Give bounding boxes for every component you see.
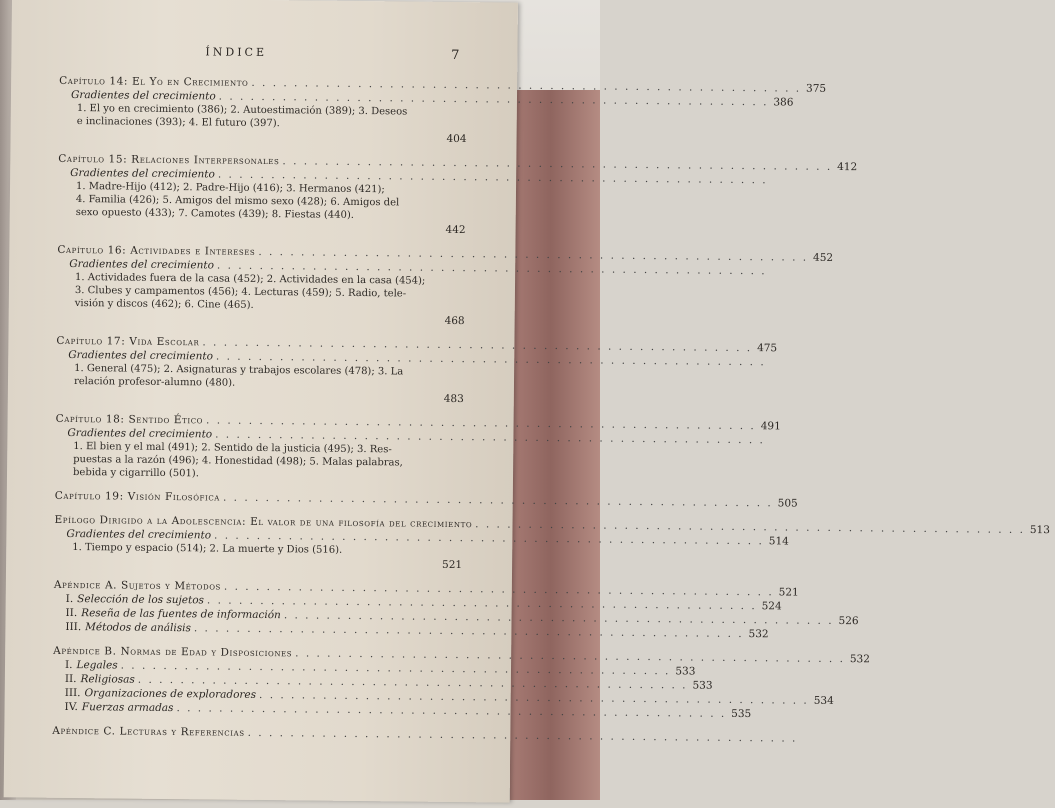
toc-entry-page: 532	[848, 652, 870, 666]
toc-detail	[55, 440, 463, 483]
toc-roman-numeral: I.	[65, 658, 73, 672]
toc-entry-text: Apéndice A. Sujetos y Métodos	[54, 578, 221, 594]
toc-leader-dots: . . . . . . . . . . . . . . . . . . . . . . . . . . . . . . . . . . . . . . . . . . . . . . . . . . . .	[220, 491, 776, 511]
toc-detail-line: relación profesor-alumno (480).	[84, 375, 464, 392]
toc-entry-page: 535	[729, 707, 751, 721]
toc-entry-text: Organizaciones de exploradores	[84, 686, 256, 702]
toc-roman-numeral: II.	[65, 606, 77, 620]
toc-detail-line: 1. Actividades fuera de la casa (452); 2. Actividades en la casa (454);	[85, 271, 465, 288]
toc-entry-text: Reseña de las fuentes de información	[81, 606, 281, 622]
toc-chapter	[55, 489, 463, 507]
toc-entry-text: Gradientes del crecimiento	[66, 527, 211, 543]
toc-entry-text: Gradientes del crecimiento	[69, 257, 214, 273]
toc-entry-page: 475	[755, 341, 777, 355]
toc-entry-text: Capítulo 18: Sentido Ético	[56, 412, 204, 428]
toc-detail-line: 1. Tiempo y espacio (514); 2. La muerte y Dios (516).	[82, 541, 462, 558]
toc-leader-dots: . . . . . . . . . . . . . . . . . . . . . . . . . . . . . . . . . . . . . . . . . . . . . . . . . . . .	[213, 349, 769, 369]
toc-leader-dots: . . . . . . . . . . . . . . . . . . . . . . . . . . . . . . . . . . . . . . . . . . . . . . . . . . . .	[216, 89, 772, 109]
toc-leader-dots: . . . . . . . . . . . . . . . . . . . . . . . . . . . . . . . . . . . . . . . . . . . . . . . . . . . .	[281, 608, 837, 628]
toc-roman-numeral: III.	[65, 686, 81, 700]
toc-leader-dots: . . . . . . . . . . . . . . . . . . . . . . . . . . . . . . . . . . . . . . . . . . . . . . . . . . . .	[118, 658, 674, 678]
toc-chapter	[52, 724, 460, 742]
toc-detail-line: 1. El bien y el mal (491); 2. Sentido de la justicia (495); 3. Res-	[83, 440, 463, 457]
toc-detail	[57, 271, 465, 314]
toc-detail-line: sexo opuesto (433); 7. Camotes (439); 8. Fiestas (440).	[86, 206, 466, 223]
toc-entry-text: Gradientes del crecimiento	[68, 348, 213, 364]
page-inner	[4, 0, 518, 803]
toc-roman-numeral: III.	[65, 620, 81, 634]
toc-leader-dots: . . . . . . . . . . . . . . . . . . . . . . . . . . . . . . . . . . . . . . . . . . . . . . . . . . . .	[204, 593, 760, 613]
toc-page-number: 442	[58, 219, 466, 237]
toc-entry-text: Religiosas	[80, 672, 134, 687]
toc-leader-dots: . . . . . . . . . . . . . . . . . . . . . . . . . . . . . . . . . . . . . . . . . . . . . . . . . . . .	[221, 580, 777, 600]
toc-entry-text: Gradientes del crecimiento	[71, 88, 216, 104]
toc-entry-text: Apéndice C. Lecturas y Referencias	[52, 724, 244, 740]
toc-entry-page: 526	[837, 614, 859, 628]
toc-entry-text: Fuerzas armadas	[82, 700, 174, 715]
toc-leader-dots: . . . . . . . . . . . . . . . . . . . . . . . . . . . . . . . . . . . . . . . . . . . . . . . . . . . .	[199, 335, 755, 355]
toc-leader-dots: . . . . . . . . . . . . . . . . . . . . . . . . . . . . . . . . . . . . . . . . . . . . . . . . . . . .	[212, 427, 768, 447]
toc-entry-text: Gradientes del crecimiento	[67, 426, 212, 442]
toc-roman-numeral: IV.	[65, 700, 78, 714]
toc-entry-text: Apéndice B. Normas de Edad y Disposiciones	[53, 644, 292, 661]
toc-entry-text: Capítulo 17: Vida Escolar	[56, 334, 199, 349]
toc-row	[52, 724, 460, 742]
toc-entry-page: 386	[771, 95, 793, 109]
toc-row	[65, 620, 461, 638]
toc-leader-dots: . . . . . . . . . . . . . . . . . . . . . . . . . . . . . . . . . . . . . . . . . . . . . . . . . . . .	[211, 528, 767, 548]
toc-detail-line: 3. Clubes y campamentos (456); 4. Lecturas (459); 5. Radio, tele-	[85, 284, 465, 301]
toc-entry-page: 524	[760, 599, 782, 613]
toc-leader-dots: . . . . . . . . . . . . . . . . . . . . . . . . . . . . . . . . . . . . . . . . . . . . . . . . . . . .	[279, 154, 835, 174]
toc-entry-text: Selección de los sujetos	[77, 592, 204, 607]
toc-appendix-item	[53, 700, 461, 718]
table-of-contents	[52, 64, 467, 742]
toc-page-number: 404	[59, 128, 467, 146]
toc-entry-text: Gradientes del crecimiento	[70, 166, 215, 182]
book-page	[4, 0, 518, 803]
toc-page-number: 521	[54, 554, 462, 572]
toc-leader-dots: . . . . . . . . . . . . . . . . . . . . . . . . . . . . . . . . . . . . . . . . . . . . . . . . . . . .	[214, 258, 770, 278]
toc-appendix-item	[53, 620, 461, 638]
toc-row	[55, 489, 463, 507]
toc-leader-dots: . . . . . . . . . . . . . . . . . . . . . . . . . . . . . . . . . . . . . . . . . . . . . . . . . . . .	[203, 413, 759, 433]
toc-entry-text: Capítulo 15: Relaciones Interpersonales	[58, 152, 279, 168]
toc-row	[65, 700, 461, 718]
toc-entry-text: Legales	[76, 658, 117, 672]
toc-detail-line: 1. Madre-Hijo (412); 2. Padre-Hijo (416); 3. Hermanos (421);	[86, 180, 466, 197]
toc-leader-dots: . . . . . . . . . . . . . . . . . . . . . . . . . . . . . . . . . . . . . . . . . . . . . . . . . . . .	[292, 646, 848, 666]
toc-entry-page: 514	[767, 534, 789, 548]
toc-entry-page: 533	[673, 664, 695, 678]
toc-detail-line: 4. Familia (426); 5. Amigos del mismo sexo (428); 6. Amigos del	[86, 193, 466, 210]
toc-page-number: 468	[57, 310, 465, 328]
toc-detail-line: puestas a la razón (496); 4. Honestidad (498); 5. Malas palabras,	[83, 453, 463, 470]
toc-entry-text: Métodos de análisis	[85, 620, 191, 635]
toc-detail-line: bebida y cigarrillo (501).	[83, 466, 463, 483]
toc-leader-dots: . . . . . . . . . . . . . . . . . . . . . . . . . . . . . . . . . . . . . . . . . . . . . . . . . . . .	[472, 517, 1028, 537]
toc-leader-dots: . . . . . . . . . . . . . . . . . . . . . . . . . . . . . . . . . . . . . . . . . . . . . . . . . . . .	[135, 673, 691, 693]
toc-entry-text: Epílogo Dirigido a la Adolescencia: El valor de una filosofía del crecimiento	[54, 513, 472, 531]
toc-detail-line: 1. General (475); 2. Asignaturas y trabajos escolares (478); 3. La	[84, 362, 464, 379]
page-number: 7	[451, 48, 459, 63]
toc-entry-text: Capítulo 16: Actividades e Intereses	[57, 243, 255, 259]
toc-leader-dots: . . . . . . . . . . . . . . . . . . . . . . . . . . . . . . . . . . . . . . . . . . . . . . . . . . . .	[256, 688, 812, 708]
toc-entry-text: Capítulo 14: El Yo en Crecimiento	[59, 74, 248, 90]
toc-entry-page: 521	[777, 585, 799, 599]
toc-leader-dots: . . . . . . . . . . . . . . . . . . . . . . . . . . . . . . . . . . . . . . . . . . . . . . . . . . . .	[248, 76, 804, 96]
toc-entry-page: 412	[835, 160, 857, 174]
toc-entry-page: 534	[812, 694, 834, 708]
page-title: ÍNDICE	[205, 45, 267, 59]
toc-leader-dots: . . . . . . . . . . . . . . . . . . . . . . . . . . . . . . . . . . . . . . . . . . . . . . . . . . . .	[173, 701, 729, 721]
toc-entry-page: 452	[811, 251, 833, 265]
toc-entry-page: 491	[759, 419, 781, 433]
toc-entry-page: 532	[747, 627, 769, 641]
toc-entry-page: 513	[1028, 523, 1050, 537]
toc-leader-dots: . . . . . . . . . . . . . . . . . . . . . . . . . . . . . . . . . . . . . . . . . . . . . . . . . . . .	[245, 726, 801, 746]
toc-leader-dots: . . . . . . . . . . . . . . . . . . . . . . . . . . . . . . . . . . . . . . . . . . . . . . . . . . . .	[215, 167, 771, 187]
toc-entry-page: 505	[776, 496, 798, 510]
toc-page-number: 483	[56, 388, 464, 406]
toc-detail-line: 1. El yo en crecimiento (386); 2. Autoestimación (389); 3. Deseos	[87, 102, 467, 119]
toc-entry-text: Capítulo 19: Visión Filosófica	[55, 489, 220, 505]
toc-detail-line: visión y discos (462); 6. Cine (465).	[85, 297, 465, 314]
toc-leader-dots: . . . . . . . . . . . . . . . . . . . . . . . . . . . . . . . . . . . . . . . . . . . . . . . . . . . .	[191, 621, 747, 641]
toc-roman-numeral: II.	[65, 672, 77, 686]
toc-detail-line: e inclinaciones (393); 4. El futuro (397).	[87, 115, 467, 132]
toc-entry-page: 375	[804, 82, 826, 96]
toc-roman-numeral: I.	[66, 592, 74, 606]
toc-entry-page: 533	[690, 678, 712, 692]
toc-leader-dots: . . . . . . . . . . . . . . . . . . . . . . . . . . . . . . . . . . . . . . . . . . . . . . . . . . . .	[255, 245, 811, 265]
toc-detail	[58, 180, 466, 223]
